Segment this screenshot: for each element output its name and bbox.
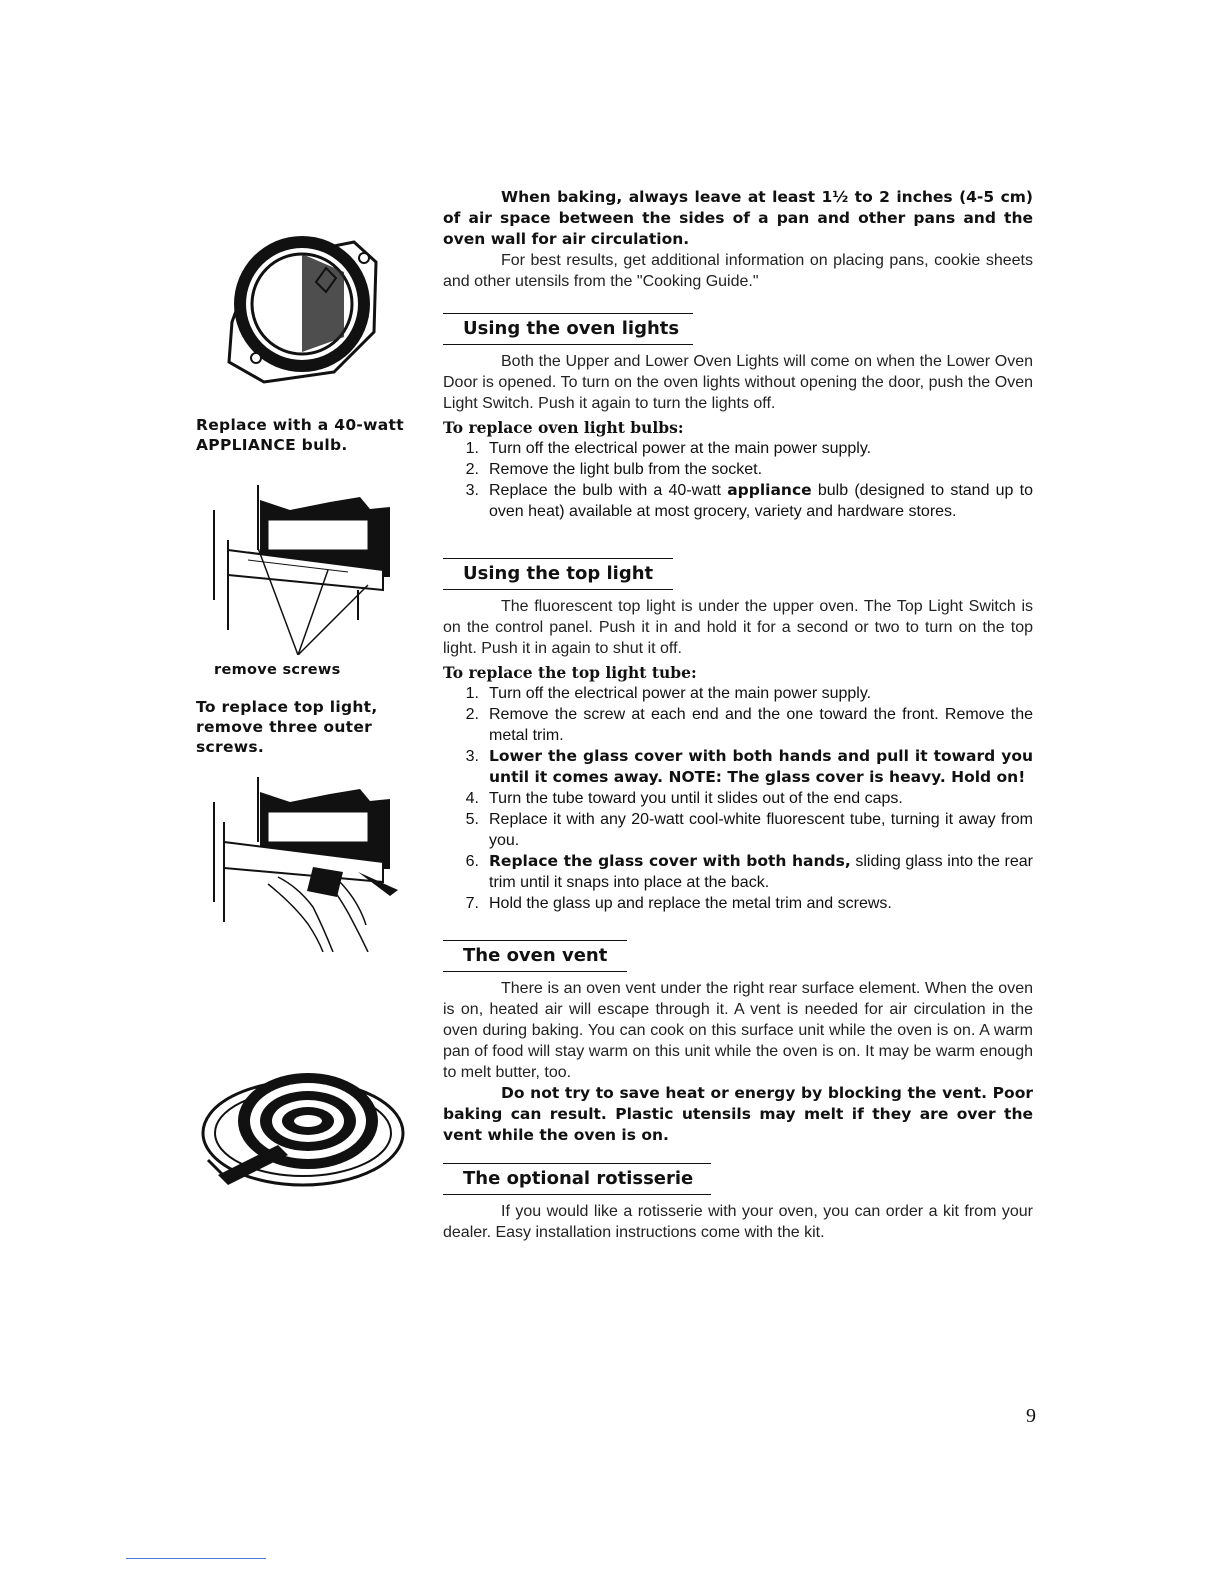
top-light-paragraph: The fluorescent top light is under the upper oven. The Top Light Switch is on the control panel. Push it in and hold it for a second or two to turn on the top light. Push it in again to shut it off. xyxy=(443,598,1033,657)
top-light-heading: Using the top light xyxy=(443,558,673,590)
list-item: 6. Replace the glass cover with both hands, sliding glass into the rear trim until it snaps into place at the back. xyxy=(465,852,1033,891)
oven-lights-paragraph: Both the Upper and Lower Oven Lights will come on when the Lower Oven Door is opened. To turn on the oven lights without opening the door, push the Oven Light Switch. Push it again to turn the lights off. xyxy=(443,353,1033,412)
oven-bulb-illustration xyxy=(224,222,384,387)
list-item: 1. Turn off the electrical power at the main power supply. xyxy=(465,685,872,702)
top-light-subhead: To replace the top light tube: xyxy=(443,663,697,682)
list-item: 2. Remove the light bulb from the socket. xyxy=(465,461,763,478)
list-item: 5. Replace it with any 20-watt cool-white fluorescent tube, turning it away from you. xyxy=(465,811,1033,849)
air-space-warning: When baking, always leave at least 1½ to 2 inches (4-5 cm) of air space between the sides of a pan and other pans and the oven wall for air circulation. xyxy=(443,188,1033,248)
top-light-caption: To replace top light, remove three outer screws. xyxy=(196,698,378,756)
oven-vent-warning: Do not try to save heat or energy by blocking the vent. Poor baking can result. Plastic utensils may melt if they are over the vent while the oven is on. xyxy=(443,1084,1033,1144)
oven-vent-heading: The oven vent xyxy=(443,940,627,972)
oven-lights-steps xyxy=(443,438,1033,522)
rotisserie-heading: The optional rotisserie xyxy=(443,1163,711,1195)
list-item: 2. Remove the screw at each end and the one toward the front. Remove the metal trim. xyxy=(465,706,1033,744)
surface-element-illustration xyxy=(198,1065,408,1190)
page-number: 9 xyxy=(1026,1405,1036,1427)
list-item: 1. Turn off the electrical power at the main power supply. xyxy=(465,440,872,457)
list-item: 7. Hold the glass up and replace the metal trim and screws. xyxy=(465,895,892,912)
oven-vent-section xyxy=(443,940,1033,1146)
oven-vent-paragraph: There is an oven vent under the right rear surface element. When the oven is on, heated air will escape through it. A vent is needed for air circulation in the oven during baking. You can cook on this surface unit while the oven is on. A warm pan of food will stay warm on this unit while the oven is on. It may be warm enough to melt butter, too. xyxy=(443,980,1033,1081)
top-light-steps xyxy=(443,683,1033,914)
bulb-caption: Replace with a 40-watt APPLIANCE bulb. xyxy=(196,416,404,454)
top-light-section xyxy=(443,558,1033,914)
intro-section xyxy=(443,187,1033,292)
top-light-screws-illustration xyxy=(208,480,403,655)
glass-cover-removal-illustration xyxy=(208,772,408,952)
oven-lights-subhead: To replace oven light bulbs: xyxy=(443,418,684,437)
rotisserie-section xyxy=(443,1163,1033,1243)
footer-rule xyxy=(126,1558,266,1559)
oven-lights-section xyxy=(443,313,1033,522)
list-item: 4. Turn the tube toward you until it slides out of the end caps. xyxy=(465,790,903,807)
intro-paragraph: For best results, get additional information on placing pans, cookie sheets and other utensils from the "Cooking Guide." xyxy=(443,252,1033,290)
remove-screws-label: remove screws xyxy=(214,662,341,678)
rotisserie-paragraph: If you would like a rotisserie with your oven, you can order a kit from your dealer. Easy installation instructions come with the kit. xyxy=(443,1203,1033,1241)
list-item: 3. Replace the bulb with a 40-watt appliance bulb (designed to stand up to oven heat) available at most grocery, variety and hardware stores. xyxy=(465,481,1033,520)
oven-lights-heading: Using the oven lights xyxy=(443,313,693,345)
list-item: 3. Lower the glass cover with both hands and pull it toward you until it comes away. NOTE: The glass cover is heavy. Hold on! xyxy=(465,747,1033,786)
